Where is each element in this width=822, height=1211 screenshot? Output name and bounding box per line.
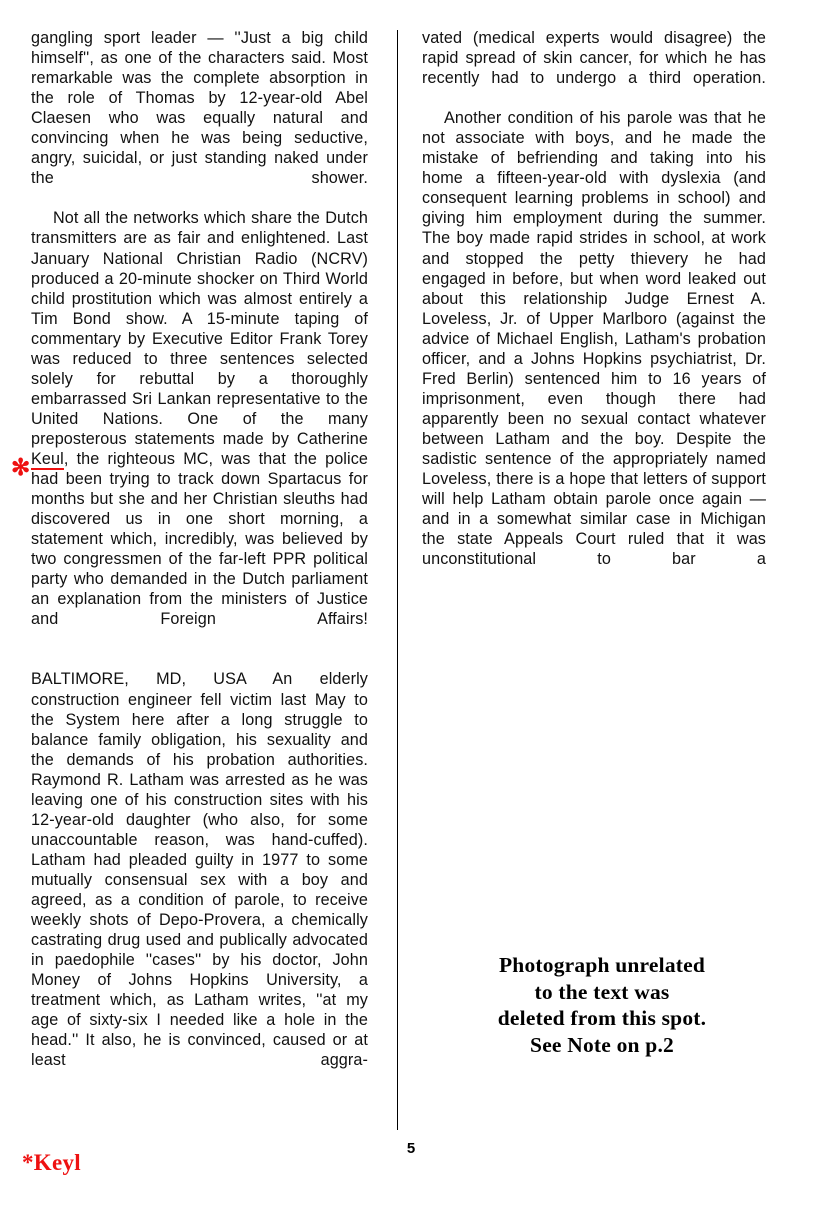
- photo-removal-note-line-1: Photograph unrelated: [498, 953, 706, 977]
- page-number: 5: [406, 1140, 416, 1157]
- paragraph-text-before-annotation: Not all the networks which share the Dutch transmitters are as fair and enlightened. Last January National Christian Radio (NCRV) produced a 20-minute shocker on Third World child prostitution which was almost entirely a Tim Bond show. A 15-minute taping of commentary by Executive Editor Frank Torey was reduced to three sentences selected solely for rebuttal by a thoroughly embarrassed Sri Lankan representative to the United Nations. One of the many preposterous statements made by Catherine: [31, 209, 368, 448]
- photo-removal-note-line-3: deleted from this spot.: [497, 1006, 707, 1030]
- paragraph-gangling-sport-leader: gangling sport leader — ''Just a big child himself'', as one of the characters said. Most remarkable was the complete absorption in the role of Thomas by 12-year-old Abel Claesen who was equally natural and convincing when he was being seductive, angry, suicidal, or just standing naked under the shower.: [31, 29, 368, 188]
- red-footnote-correction: *Keyl: [22, 1150, 81, 1175]
- photo-removal-note-line-2: to the text was: [534, 979, 670, 1004]
- paragraph-dutch-networks-ncrv: [31, 208, 368, 649]
- paragraph-another-parole-condition: Another condition of his parole was that he not associate with boys, and he made the mistake of befriending and taking into his home a fifteen-year-old with dyslexia (and consequent learning problems in school) and giving him employment during the summer. The boy made rapid strides in school, at work and stopped the petty thievery he had engaged in before, but when word leaked out about this relationship Judge Ernest A. Loveless, Jr. of Upper Marlboro (against the advice of Michael English, Latham's probation officer, and a Johns Hopkins psychiatrist, Dr. Fred Berlin) sentenced him to 16 years of imprisonment, even though there had apparently been no sexual contact whatever between Latham and the boy. Despite the sadistic sentence of the appropriately named Loveless, there is a hope that letters of support will help Latham obtain parole once again — and in a somewhat similar case in Michigan the state Appeals Court ruled that it was unconstitutional to bar a: [422, 109, 766, 569]
- left-text-column: [31, 28, 368, 1090]
- paragraph-baltimore-latham: BALTIMORE, MD, USA An elderly construction engineer fell victim last May to the System here after a long struggle to balance family obligation, his sexuality and the demands of his probation authorities. Raymond R. Latham was arrested as he was leaving one of his construction sites with his 12-year-old daughter (who also, for some unaccountable reason, was hand-cuffed). Latham had pleaded guilty in 1977 to some mutually consensual sex with a boy and agreed, as a condition of parole, to receive weekly shots of Depo-Provera, a chemically castrating drug used and publically advocated in paedophile ''cases'' by his doctor, John Money of Johns Hopkins University, a treatment which, as Latham writes, ''at my age of sixty-six I needed like a hole in the head.'' It also, he is convinced, caused or at least aggra-: [31, 670, 368, 1070]
- paragraph-skin-cancer-operation: vated (medical experts would disagree) the rapid spread of skin cancer, for which he has recently had to undergo a third operation.: [422, 29, 766, 88]
- photo-removal-note-line-4: See Note on p.2: [530, 1032, 674, 1057]
- paragraph-text-after-annotation: , the righteous MC, was that the police had been trying to track down Spartacus for months but she and her Christian sleuths had discovered us in one short morning, a statement which, incredibly, was believed by two congressmen of the far-left PPR political party who demanded in the Dutch parliament an explanation from the ministers of Justice and Foreign Affairs!: [31, 449, 368, 629]
- red-underlined-word-keul: Keul: [31, 449, 64, 468]
- photo-removal-note: [452, 952, 752, 1058]
- red-margin-asterisk-marker: ✻: [11, 455, 31, 480]
- right-text-column: [422, 28, 766, 589]
